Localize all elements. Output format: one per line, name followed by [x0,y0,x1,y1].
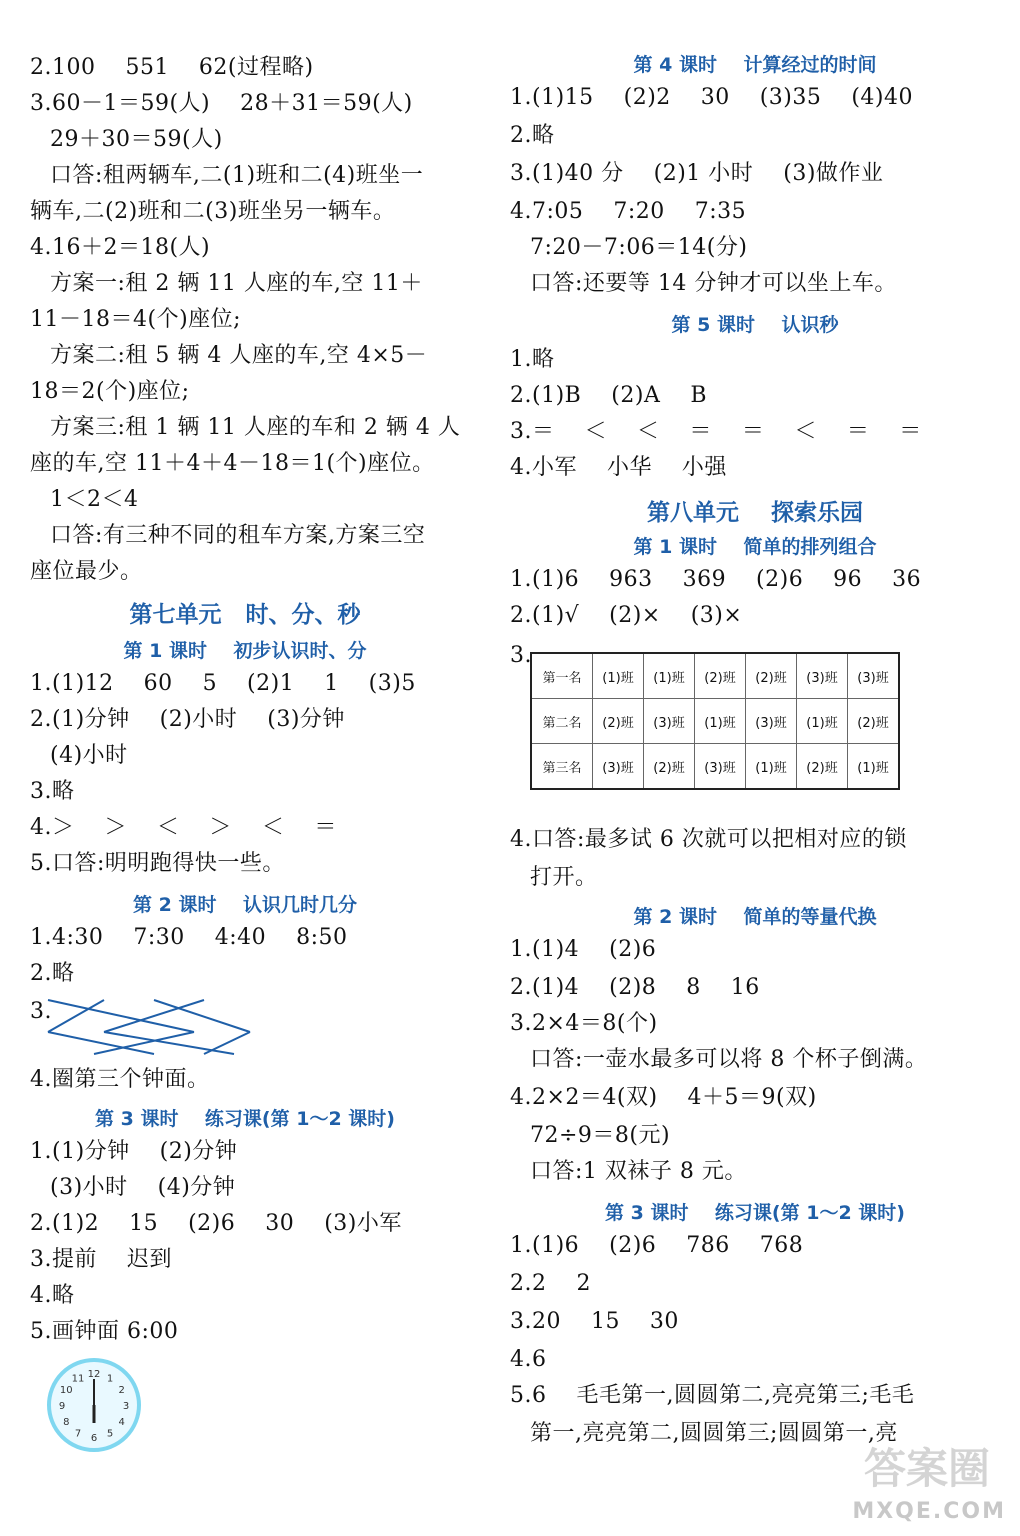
answer-line: 座位最少。 [30,559,143,584]
answer-line: 口答:一壶水最多可以将 8 个杯子倒满。 [530,1047,928,1072]
answer-line: 口答:有三种不同的租车方案,方案三空 [50,523,426,548]
answer-line: 1.(1)15 (2)2 30 (3)35 (4)40 [510,85,914,110]
clock-number: 12 [87,1369,101,1380]
table-cell: (2)班 [746,653,797,699]
answer-line: 方案一:租 2 辆 11 人座的车,空 11＋ [50,271,423,296]
answer-line: 1.(1)分钟 (2)分钟 [30,1139,238,1164]
answer-line: 3.略 [30,779,75,804]
answer-line: 1.(1)6 (2)6 786 768 [510,1233,804,1258]
answer-line: 2.略 [30,961,75,986]
answer-line: 2.2 2 [510,1271,591,1296]
answer-line: 4.16＋2＝18(人) [30,235,211,260]
answer-line: 18＝2(个)座位; [30,379,190,404]
lesson-heading: 第 3 课时 练习课(第 1～2 课时) [605,1202,905,1224]
answer-line: 口答:1 双袜子 8 元。 [530,1159,747,1184]
answer-line: 2.(1)2 15 (2)6 30 (3)小军 [30,1211,402,1236]
answer-line: 1.4:30 7:30 4:40 8:50 [30,925,348,950]
table-cell: (2)班 [848,699,900,744]
unit-heading: 第八单元 探索乐园 [646,500,864,526]
lesson-heading: 第 1 课时 初步认识时、分 [123,640,367,662]
table-row [531,699,899,744]
clock-number: 3 [122,1401,130,1412]
table-cell: (3)班 [695,744,746,790]
arrangement-table [530,652,900,790]
answer-line: 3. [510,643,532,668]
clock-number: 9 [58,1401,66,1412]
table-cell: (3)班 [746,699,797,744]
table-cell: (1)班 [644,653,695,699]
lesson-heading: 第 2 课时 认识几时几分 [133,894,357,916]
table-cell: (3)班 [848,653,900,699]
table-row [531,744,899,790]
answer-line: 2.(1)√ (2)× (3)× [510,603,743,628]
answer-line: (4)小时 [50,743,128,768]
answer-line: 3.＝ ＜ ＜ ＝ ＝ ＜ ＝ ＝ [510,419,922,444]
table-cell: (1)班 [746,744,797,790]
lesson-heading: 第 5 课时 认识秒 [671,314,839,336]
answer-line: 3. [30,999,52,1024]
clock-face-figure [47,1358,141,1452]
answer-line: 3.(1)40 分 (2)1 小时 (3)做作业 [510,161,884,186]
answer-line: 4.2×2＝4(双) 4＋5＝9(双) [510,1085,817,1110]
watermark-logo: 答案圈 [863,1444,990,1493]
answer-line: 4.略 [30,1283,75,1308]
answer-line: 4.7:05 7:20 7:35 [510,199,747,224]
answer-line: 3.2×4＝8(个) [510,1011,658,1036]
answer-line: (3)小时 (4)分钟 [50,1175,236,1200]
lesson-heading: 第 4 课时 计算经过的时间 [633,54,877,76]
clock-number: 8 [63,1417,70,1428]
matching-lines-figure [44,996,254,1058]
answer-line: 方案二:租 5 辆 4 人座的车,空 4×5－ [50,343,428,368]
answer-line: 辆车,二(2)班和二(3)班坐另一辆车。 [30,199,396,224]
clock-svg [51,1362,137,1448]
clock-number: 11 [71,1373,85,1385]
table-row-header: 第三名 [531,744,593,790]
answer-line: 11－18＝4(个)座位; [30,307,242,332]
answer-line: 4.口答:最多试 6 次就可以把相对应的锁 [510,827,907,852]
clock-number: 6 [90,1433,98,1444]
answer-line: 1.略 [510,347,555,372]
watermark-url: MXQE.COM [852,1499,1006,1524]
table-row-header: 第二名 [531,699,593,744]
table-cell: (2)班 [695,653,746,699]
answer-line: 第一,亮亮第二,圆圆第三;圆圆第一,亮 [530,1421,898,1446]
table-cell: (2)班 [593,699,644,744]
answer-line: 1.(1)4 (2)6 [510,937,657,962]
answer-line: 2.略 [510,123,555,148]
table-cell: (1)班 [848,744,900,790]
clock-number: 10 [59,1385,73,1396]
table-cell: (3)班 [593,744,644,790]
answer-line: 72÷9＝8(元) [530,1123,671,1148]
table-cell: (1)班 [695,699,746,744]
clock-number: 7 [74,1428,82,1440]
answer-line: 5.6 毛毛第一,圆圆第二,亮亮第三;毛毛 [510,1383,915,1408]
answer-line: 口答:租两辆车,二(1)班和二(4)班坐一 [50,163,424,188]
answer-line: 1.(1)12 60 5 (2)1 1 (3)5 [30,671,416,696]
unit-heading: 第七单元 时、分、秒 [129,602,361,628]
answer-line: 打开。 [530,865,598,890]
table-row [531,653,899,699]
answer-line: 2.100 551 62(过程略) [30,55,314,80]
answer-line: 7:20－7:06＝14(分) [530,235,748,260]
answer-line: 5.口答:明明跑得快一些。 [30,851,285,876]
answer-line: 3.20 15 30 [510,1309,679,1334]
table-cell: (2)班 [797,744,848,790]
clock-number: 4 [118,1417,125,1428]
table-cell: (3)班 [797,653,848,699]
table-cell: (2)班 [644,744,695,790]
answer-line: 4.＞ ＞ ＜ ＞ ＜ ＝ [30,815,337,840]
answer-line: 4.圈第三个钟面。 [30,1067,210,1092]
clock-number: 5 [106,1428,114,1440]
table-cell: (1)班 [797,699,848,744]
lesson-heading: 第 2 课时 简单的等量代换 [633,906,877,928]
answer-line: 3.提前 迟到 [30,1247,172,1272]
answer-line: 方案三:租 1 辆 11 人座的车和 2 辆 4 人 [50,415,461,440]
table-cell: (1)班 [593,653,644,699]
answer-line: 2.(1)B (2)A B [510,383,707,408]
answer-line: 4.6 [510,1347,547,1372]
answer-line: 5.画钟面 6:00 [30,1319,179,1344]
table-row-header: 第一名 [531,653,593,699]
clock-number: 2 [118,1385,125,1396]
table-cell: (3)班 [644,699,695,744]
lesson-heading: 第 1 课时 简单的排列组合 [633,536,877,558]
answer-line: 口答:还要等 14 分钟才可以坐上车。 [530,271,897,296]
answer-line: 1.(1)6 963 369 (2)6 96 36 [510,567,922,592]
answer-line: 座的车,空 11＋4＋4－18＝1(个)座位。 [30,451,435,476]
lesson-heading: 第 3 课时 练习课(第 1～2 课时) [95,1108,395,1130]
answer-line: 4.小军 小华 小强 [510,455,727,480]
answer-line: 2.(1)分钟 (2)小时 (3)分钟 [30,707,345,732]
clock-number: 1 [106,1373,114,1385]
answer-line: 2.(1)4 (2)8 8 16 [510,975,760,1000]
answer-line: 1＜2＜4 [50,487,139,512]
answer-line: 29＋30＝59(人) [50,127,223,152]
answer-line: 3.60－1＝59(人) 28＋31＝59(人) [30,91,413,116]
